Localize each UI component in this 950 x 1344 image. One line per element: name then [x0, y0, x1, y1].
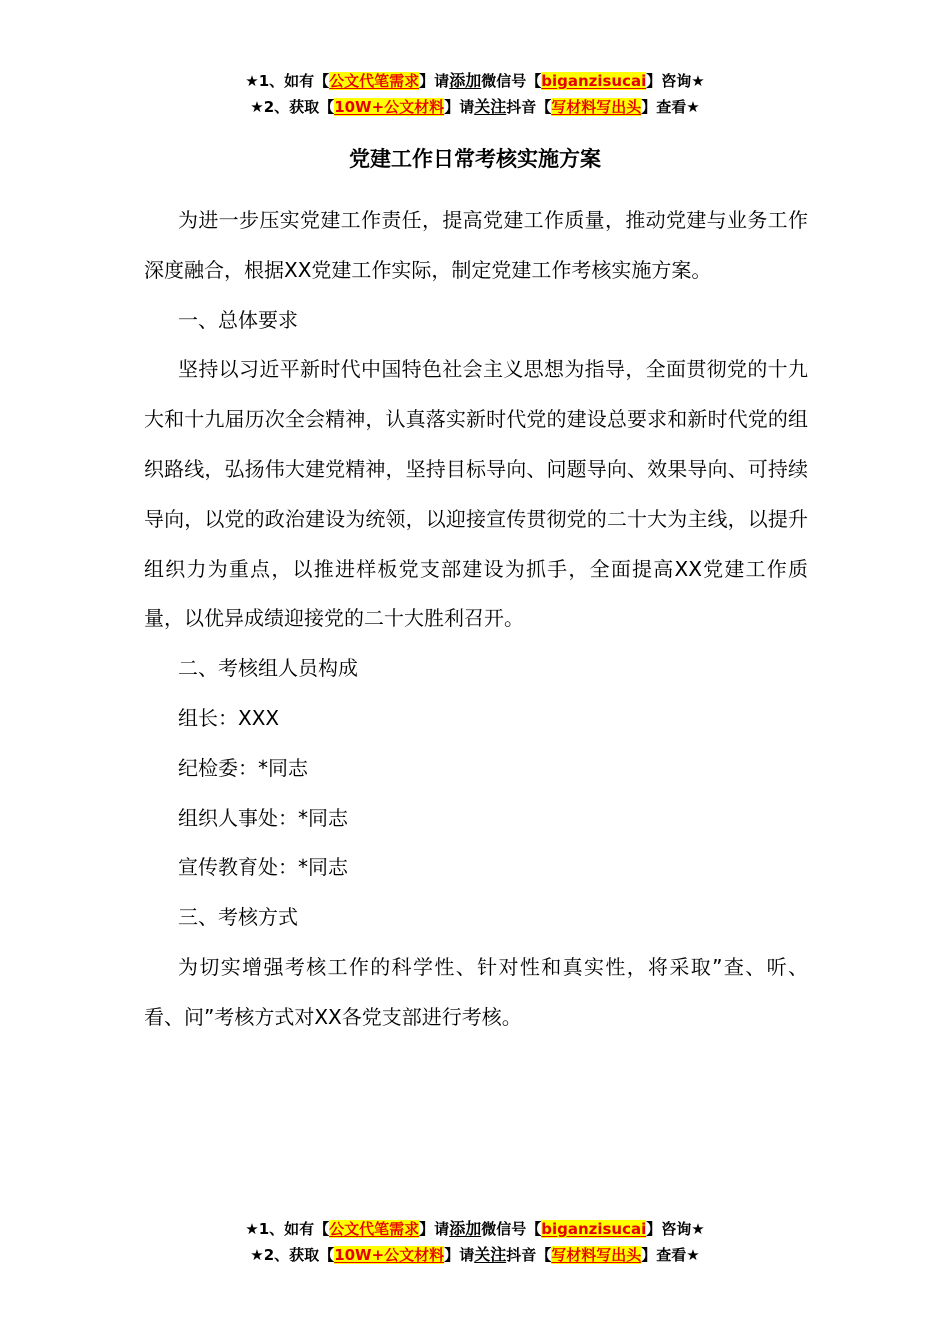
- footer-banner: [0, 1216, 950, 1268]
- section-heading-3: 三、考核方式: [178, 905, 298, 930]
- highlight-douyin-id: 写材料写出头: [551, 98, 642, 116]
- banner-line-1: ★1、如有【公文代笔需求】请添加微信号【biganzisucai】咨询★: [245, 71, 705, 90]
- member-line: 宣传教育处：*同志: [178, 855, 348, 880]
- intro-paragraph: 为进一步压实党建工作责任，提高党建工作质量，推动党建与业务工作深度融合，根据XX党建工作实际，制定党建工作考核实施方案。: [144, 208, 808, 282]
- header-banner: [0, 68, 950, 120]
- document-body: [144, 196, 808, 1043]
- highlight-wechat-id: biganzisucai: [541, 72, 647, 90]
- highlight-douyin-id: 写材料写出头: [551, 1246, 642, 1264]
- document-title: 党建工作日常考核实施方案: [349, 147, 601, 171]
- highlight-service: 公文代笔需求: [329, 72, 420, 90]
- member-line: 组长：XXX: [178, 705, 280, 730]
- highlight-service: 公文代笔需求: [329, 1220, 420, 1238]
- banner-line-2: ★2、获取【10W+公文材料】请关注抖音【写材料写出头】查看★: [250, 1245, 700, 1264]
- member-line: 组织人事处：*同志: [178, 805, 348, 830]
- highlight-wechat-id: biganzisucai: [541, 1220, 647, 1238]
- member-line: 纪检委：*同志: [178, 755, 308, 780]
- body-paragraph: 坚持以习近平新时代中国特色社会主义思想为指导，全面贯彻党的十九大和十九届历次全会精神，认真落实新时代党的建设总要求和新时代党的组织路线，弘扬伟大建党精神，坚持目标导向、问题导向、效果导向、可持续导向，以党的政治建设为统领，以迎接宣传贯彻党的二十大为主线，以提升组织力为重点，以推进样板党支部建设为抓手，全面提高XX党建工作质量，以优异成绩迎接党的二十大胜利召开。: [144, 357, 808, 631]
- banner-line-2: ★2、获取【10W+公文材料】请关注抖音【写材料写出头】查看★: [250, 97, 700, 116]
- section-heading-1: 一、总体要求: [178, 307, 298, 332]
- banner-line-1: ★1、如有【公文代笔需求】请添加微信号【biganzisucai】咨询★: [245, 1219, 705, 1238]
- section-heading-2: 二、考核组人员构成: [178, 656, 358, 681]
- highlight-materials: 10W+公文材料: [334, 1246, 445, 1264]
- highlight-materials: 10W+公文材料: [334, 98, 445, 116]
- body-paragraph: 为切实增强考核工作的科学性、针对性和真实性，将采取”查、听、看、问”考核方式对XX各党支部进行考核。: [144, 954, 808, 1029]
